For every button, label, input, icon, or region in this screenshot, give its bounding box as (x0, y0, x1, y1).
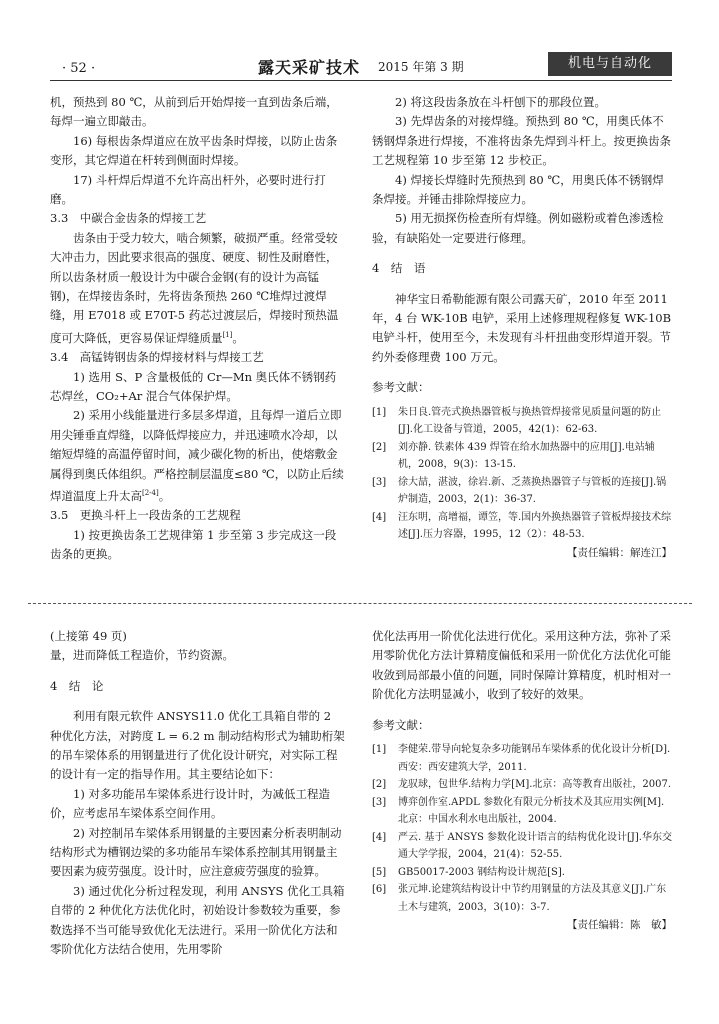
paragraph: 2) 将这段齿条放在斗杆刨下的那段位置。 (395, 95, 606, 109)
paragraph: 优化法再用一阶优化法进行优化。采用这种方法，弥补了采用零阶优化方法计算精度偏低和采用一阶优化方法优化可能收敛到局部最小值的问题，同时保障计算精度，机时相对一阶优化方法明显减小，收到了较好的效果。 (372, 629, 671, 702)
article-a-column-left (50, 93, 346, 564)
section-badge: 机电与自动化 (548, 52, 672, 76)
reference-item: [1] 朱日良.管壳式换热器管板与换热管焊接常见质量问题的防止[J].化工设备与管道，2005，42(1)：62-63. (372, 406, 662, 436)
section-heading-3-4: 3.4 高锰铸钢齿条的焊接材料与焊接工艺 (50, 350, 264, 365)
reference-item: [6] 张元坤.论建筑结构设计中节约用钢量的方法及其意义[J].广东土木与建筑，2003，3(10)：3-7. (372, 884, 667, 913)
page-number: · 52 · (62, 61, 96, 76)
header-rule (50, 80, 672, 81)
paragraph: 1) 按更换齿条工艺规律第 1 步至第 3 步完成这一段齿条的更换。 (50, 527, 337, 561)
paragraph: 神华宝日希勒能源有限公司露天矿，2010 年至 2011 年，4 台 WK-10B 电铲，采用上述修理规程修复 WK-10B 电铲斗杆，使用至今，未发现有斗杆扭曲变形焊道开裂。节约外委修理费 100 万元。 (372, 291, 672, 364)
section-heading-conclusion: 4 结 语 (372, 261, 426, 276)
paragraph-end: 。 (232, 330, 244, 345)
article-b-column-right (372, 627, 672, 935)
article-a-column-right (372, 93, 672, 563)
references-title: 参考文献： (372, 380, 430, 395)
paragraph: 16) 每根齿条焊道应在放平齿条时焊接，以防止齿条变形，其它焊道在杆转到侧面时焊接。 (50, 133, 338, 168)
responsible-editor: 【责任编辑：陈 敏】 (567, 919, 672, 932)
paragraph: 2) 对控制吊车梁体系用钢量的主要因素分析表明制动结构形式为槽钢边梁的多功能吊车梁体系控制其用钢量主要因素为疲劳强度。设计时，应注意疲劳强度的验算。 (50, 825, 342, 879)
paragraph: 3) 先焊齿条的对接焊缝。预热到 80 ℃，用奥氏体不锈钢焊条进行焊接，不准将齿条先焊到斗杆上。按更换齿条工艺规程第 10 步至第 12 步校正。 (372, 114, 671, 168)
paragraph: 5) 用无损探伤检查所有焊缝。例如磁粉或着色渗透检验，有缺陷处一定要进行修理。 (372, 211, 664, 245)
section-heading-3-3: 3.3 中碳合金齿条的焊接工艺 (50, 211, 207, 226)
citation: [1] (222, 330, 233, 339)
paragraph: 量，进而降低工程造价，节约资源。 (50, 648, 234, 663)
reference-item: [4] 严云. 基于 ANSYS 参数化设计语言的结构优化设计[J].华东交通大学学报，2004，21(4)：52-55. (372, 831, 672, 861)
paragraph: 1) 选用 S、P 含量极低的 Cr—Mn 奥氏体不锈钢药芯焊丝，CO₂+Ar 混合气体保护焊。 (50, 369, 337, 403)
paragraph: 利用有限元软件 ANSYS11.0 优化工具箱自带的 2 种优化方法，对跨度 L = 6.2 m 制动结构形式为辅助桁架的吊车梁体系的用钢量进行了优化设计研究，对实际工程的设计有一定的指导作用。其主要结论如下： (50, 709, 345, 782)
section-heading-conclusion: 4 结 论 (50, 678, 104, 693)
responsible-editor: 【责任编辑：解连江】 (567, 546, 672, 559)
paragraph: 1) 对多功能吊车梁体系进行设计时，为减低工程造价，应考虑吊车梁体系空间作用。 (50, 786, 330, 821)
paragraph (50, 229, 346, 348)
article-b-column-left (50, 627, 346, 960)
paragraph: 机，预热到 80 ℃，从前到后开始焊接一直到齿条后端，每焊一遍立即敲击。 (50, 95, 338, 129)
article-divider (28, 603, 692, 604)
paragraph: 3) 通过优化分析过程发现，利用 ANSYS 优化工具箱自带的 2 种优化方法优化时，初始设计参数较为重要，参数选择不当可能导致优化无法进行。采用一阶优化方法和零阶优化方法结合使用，先用零阶 (50, 883, 345, 957)
section-heading-3-5: 3.5 更换斗杆上一段齿条的工艺规程 (50, 508, 241, 523)
paragraph: 17) 斗杆焊后焊道不允许高出杆外，必要时进行打磨。 (50, 172, 326, 207)
page-header (50, 52, 672, 80)
paragraph (50, 406, 346, 506)
paragraph-text: 2) 采用小线能量进行多层多焊道，且每焊一道后立即用尖锤垂直焊缝，以降低焊接应力，并迅速喷水冷却，以缩短焊缝的高温停留时间，减少碳化物的析出，使熔敷金属得到奥氏体组织。严格控制层温度≤80 ℃，以防止后续焊道温度上升太高 (50, 408, 344, 503)
reference-item: [4] 汪东明，高增福，谭笠，等.国内外换热器管子管板焊接技术综述[J].压力容器，1995，12（2）：48-53. (372, 511, 672, 541)
citation: [2-4] (142, 488, 159, 497)
continued-from: (上接第 49 页) (50, 629, 127, 643)
reference-item: [1] 李健荣.带导向轮复杂多功能钢吊车梁体系的优化设计分析[D].西安：西安建筑大学，2011. (372, 744, 671, 773)
reference-item: [5] GB50017-2003 钢结构设计规范[S]. (372, 866, 565, 878)
references-title: 参考文献： (372, 717, 430, 732)
reference-item: [2] 刘亦静. 铁素体 439 焊管在给水加热器中的应用[J].电站辅机，2008，9(3)：13-15. (372, 441, 655, 471)
reference-item: [3] 博弈创作室.APDL 参数化有限元分析技术及其应用实例[M].北京：中国水利水电出版社，2004. (372, 796, 665, 826)
journal-title: 露天采矿技术 (258, 58, 361, 77)
paragraph-text: 齿条由于受力较大，啮合频繁，破损严重。经常受较大冲击力，因此要求很高的强度、硬度、韧性及耐磨性，所以齿条材质一般设计为中碳合金钢(有的设计为高锰钢)，在焊接齿条时，先将齿条预热 260 ℃堆焊过渡焊缝，用 E7018 或 E70T-5 药芯过渡层后，焊接时预热温度可大降低，更容易保证焊缝质量 (50, 230, 339, 345)
issue-label: 2015 年第 3 期 (378, 60, 464, 74)
reference-item: [2] 龙驭球，包世华.结构力学[M].北京：高等教育出版社，2007. (372, 779, 672, 791)
reference-item: [3] 徐大喆，湛波，徐岩.新、乏蒸换热器管子与管板的连接[J].锅炉制造，2003，2(1)：36-37. (372, 476, 667, 506)
paragraph: 4) 焊接长焊缝时先预热到 80 ℃，用奥氏体不锈钢焊条焊接。并锤击排除焊接应力。 (372, 172, 664, 207)
paragraph-end: 。 (158, 488, 171, 503)
